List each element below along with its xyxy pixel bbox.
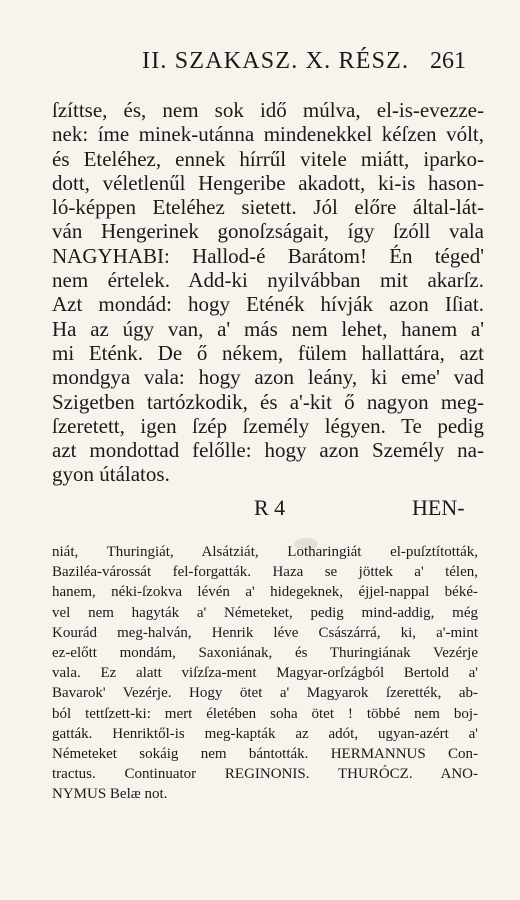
main-text-line: nem értelek. Add-ki nyilvábban mit akarſz. [52,268,484,293]
main-text-line: Ha az úgy van, a' más nem lehet, hanem a' [52,316,484,341]
footnote-line: Kourád meg-halván, Henrik léve Császárrá, ki, a'-mint [52,624,478,641]
footnote-line: tractus. Continuator REGINONIS. THURÓCZ. ANO- [52,766,478,783]
main-text-line: azt mondottad felőlle: hogy azon Személy na- [52,438,484,463]
footnote-line: vel nem hagyták a' Németeket, pedig mind-addig, még [52,604,478,621]
footnote-line: ból tettſzett-ki: mert életében soha ötet ! többé nem boj- [52,705,478,722]
page-number: 261 [430,48,466,74]
main-text-line: Szigetben tartózkodik, és a'-kit ő nagyon meg- [52,389,484,414]
main-text-line: ſzíttse, és, nem sok idő múlva, el-is-evezze- [52,98,484,122]
main-text-line: dott, véletlenűl Hengeribe akadott, ki-is hason- [52,170,484,195]
main-text-line: Azt mondád: hogy Eténék hívják azon Iſiat. [52,292,484,317]
footnote-line: ez-előtt mondám, Saxoniának, és Thuringiának Vezérje [52,645,478,662]
footnote [52,542,478,805]
main-text-line: mondgya vala: hogy azon leány, ki eme' vad [52,365,484,390]
catchword: HEN- [412,495,465,520]
footnote-line: Bavarok' Vezérje. Hogy ötet a' Magyarok ſzerették, ab- [52,685,478,702]
footnote-line: Németeket sokáig nem bántották. HERMANNUS Con- [52,746,478,763]
main-text-line: ván Hengerinek gonoſzságait, így ſzóll vala [52,219,484,244]
footnote-line: niát, Thuringiát, Alsátziát, Lotharingiát el-puſztították, [52,544,478,560]
footnote-line: NYMUS Belæ not. [52,786,168,803]
signature-mark: R 4 [254,495,286,520]
main-text [52,98,484,487]
footnote-line: Baziléa-várossát fel-forgatták. Haza se jöttek a' télen, [52,564,478,581]
main-text-line: NAGYHABI: Hallod-é Barátom! Én téged' [52,243,484,268]
footnote-line: hanem, néki-ſzokva lévén a' hidegeknek, éjjel-nappal béké- [52,584,478,601]
main-text-line: nek: íme minek-utánna mindenekkel kéſzen vólt, [52,122,484,147]
footnote-line: gatták. Henriktől-is meg-kapták az adót, ugyan-azért a' [52,725,478,742]
page-header [0,48,520,76]
main-text-line: és Eteléhez, ennek hírrűl vitele miátt, iparko- [52,146,484,171]
catchline [0,495,520,523]
main-text-line: ló-képpen Eteléhez sietett. Jól előre által-lát- [52,195,484,220]
footnote-line: vala. Ez alatt viſzſza-ment Magyar-orſzágból Bertold a' [52,665,478,682]
main-text-line: ſzeretett, igen ſzép ſzemély légyen. Te pedig [52,413,484,438]
main-text-line: mi Eténk. De ő nékem, fülem hallattára, azt [52,340,484,365]
running-head: II. SZAKASZ. X. RÉSZ. [142,48,410,74]
main-text-line: gyon útálatos. [52,462,170,487]
